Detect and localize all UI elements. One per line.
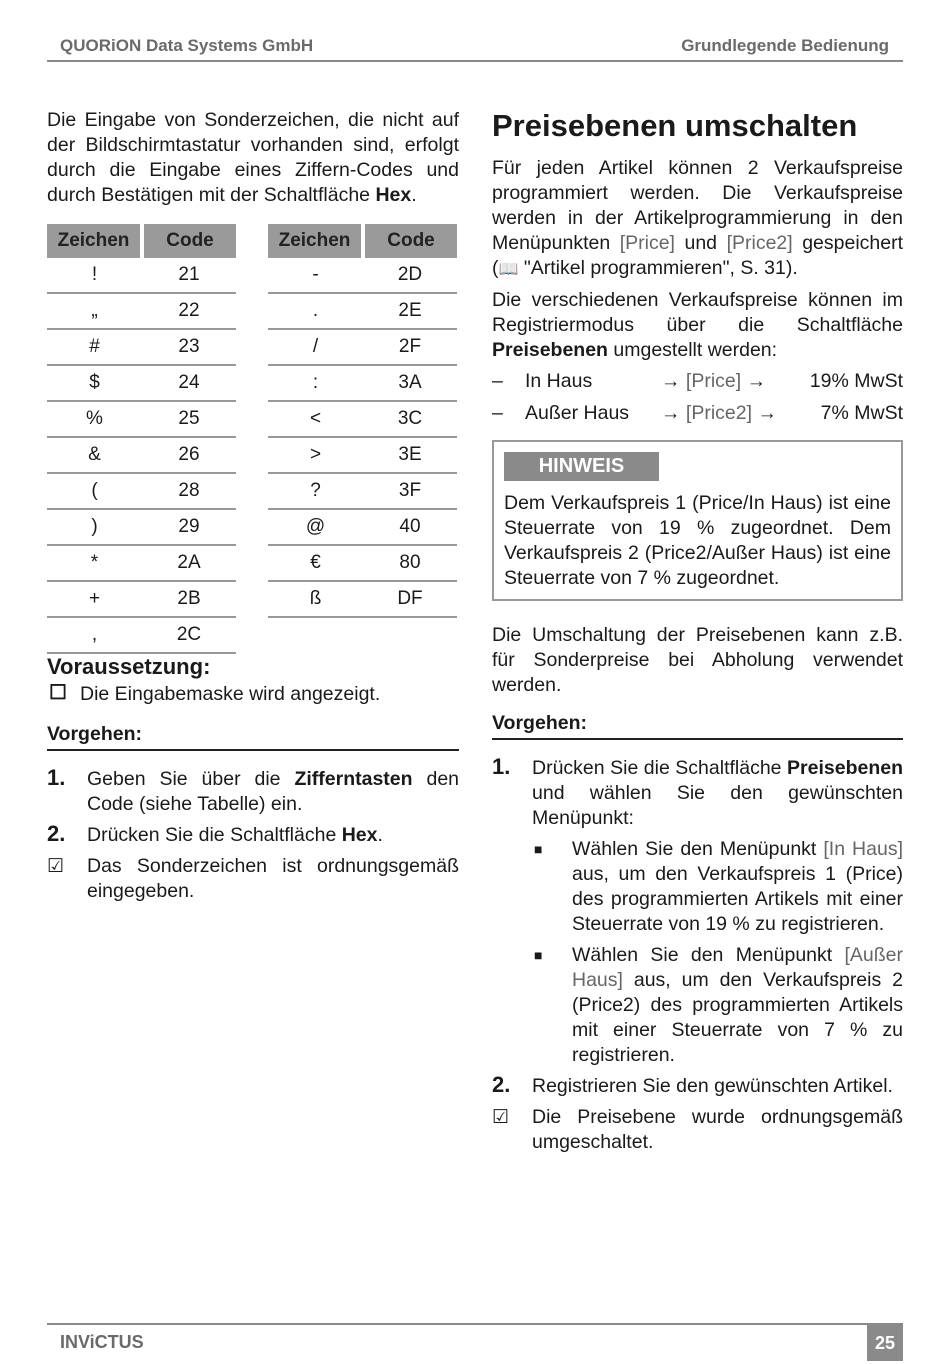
product-name: INViCTUS [60, 1332, 144, 1352]
cell-code: 25 [142, 401, 236, 437]
cell-zeichen: @ [268, 509, 363, 545]
cell-zeichen: , [47, 617, 142, 653]
cell-zeichen: ? [268, 473, 363, 509]
table-row [268, 365, 457, 401]
checkbox-icon: ☐ [49, 682, 67, 704]
cell-zeichen: $ [47, 365, 142, 401]
table-row [268, 473, 457, 509]
table-row [47, 329, 236, 365]
cell-code: 2E [363, 293, 457, 329]
code-table-2 [268, 224, 457, 618]
table-row [47, 581, 236, 617]
table-row [47, 545, 236, 581]
table-row [47, 617, 236, 653]
table-row [47, 509, 236, 545]
right-column [492, 108, 903, 1155]
col-header-zeichen: Zeichen [268, 224, 363, 258]
price-level-list [492, 369, 903, 426]
cell-zeichen: € [268, 545, 363, 581]
procedure-title: Vorgehen: [47, 723, 459, 751]
step-2: 2. Registrieren Sie den gewünschten Artikel. [492, 1072, 893, 1097]
cell-zeichen: . [268, 293, 363, 329]
table-row [47, 437, 236, 473]
cell-zeichen: / [268, 329, 363, 365]
cell-zeichen: - [268, 258, 363, 293]
note-text: Dem Verkaufspreis 1 (Price/In Haus) ist eine Steuerrate von 19 % zugeordnet. Dem Verkaufspreis 2 (Price2/Außer Haus) ist eine Steuerrate von 7 % zugeordnet. [504, 492, 891, 589]
section-title: Preisebenen umschalten [492, 108, 858, 143]
col-header-code: Code [363, 224, 457, 258]
prereq-item: ☐ Die Eingabemaske wird angezeigt. [49, 682, 381, 705]
table-row [268, 329, 457, 365]
note-label: HINWEIS [504, 452, 659, 481]
paragraph-1: Für jeden Artikel können 2 Verkaufspreise programmiert werden. Die Verkaufspreise werden in der Artikelprogrammierung in den Menüpunkten [Price] und [Price2] gespeichert (📖 "Artikel programmieren", S. 31). [492, 157, 904, 279]
company-name: QUORiON Data Systems GmbH [60, 36, 314, 55]
cell-zeichen: > [268, 437, 363, 473]
step-1: 1. Drücken Sie die Schaltfläche Preisebenen und wählen Sie den gewünschten Menüpunkt: [492, 754, 903, 829]
table-row [268, 509, 457, 545]
cell-zeichen: & [47, 437, 142, 473]
prereq-title: Voraussetzung: [47, 654, 211, 679]
cell-code: 40 [363, 509, 457, 545]
table-row [47, 401, 236, 437]
cell-code: 26 [142, 437, 236, 473]
chapter-title: Grundlegende Bedienung [681, 36, 889, 55]
paragraph-3: Die Umschaltung der Preisebenen kann z.B. für Sonderpreise bei Abholung verwendet werden. [492, 624, 903, 696]
checked-box-icon: ☑ [492, 1107, 510, 1128]
cell-code: 28 [142, 473, 236, 509]
cell-zeichen: + [47, 581, 142, 617]
cell-zeichen: # [47, 329, 142, 365]
cell-zeichen: : [268, 365, 363, 401]
col-header-zeichen: Zeichen [47, 224, 142, 258]
book-icon: 📖 [498, 261, 519, 278]
bullet-icon: ■ [534, 841, 543, 857]
cell-code: 21 [142, 258, 236, 293]
table-row [47, 293, 236, 329]
bullet-icon: ■ [534, 947, 543, 963]
table-row [268, 581, 457, 617]
page-header [47, 34, 903, 62]
note-box [492, 440, 903, 601]
table-row [268, 293, 457, 329]
table-row [268, 437, 457, 473]
cell-code: 24 [142, 365, 236, 401]
left-column [47, 108, 459, 904]
cell-zeichen: % [47, 401, 142, 437]
cell-code: 3E [363, 437, 457, 473]
procedure-title: Vorgehen: [492, 712, 903, 740]
cell-zeichen: * [47, 545, 142, 581]
table-row [47, 473, 236, 509]
code-table-1 [47, 224, 236, 654]
option-in-haus: ■ Wählen Sie den Menüpunkt [In Haus] aus, um den Verkaufspreis 1 (Price) des programmierten Artikels mit einer Steuerrate von 19 % zu registrieren. [534, 838, 903, 935]
cell-zeichen: ! [47, 258, 142, 293]
table-row [47, 258, 236, 293]
step-1: 1. Geben Sie über die Zifferntasten den Code (siehe Tabelle) ein. [47, 765, 460, 815]
cell-code: DF [363, 581, 457, 617]
cell-code: 3F [363, 473, 457, 509]
paragraph-2: Die verschiedenen Verkaufspreise können im Registriermodus über die Schaltfläche Preisebenen umgestellt werden: [492, 289, 903, 361]
checked-box-icon: ☑ [47, 856, 65, 877]
table-row [268, 401, 457, 437]
table-row [268, 545, 457, 581]
intro-paragraph: Die Eingabe von Sonderzeichen, die nicht auf der Bildschirmtastatur vorhanden sind, erfolgt durch die Eingabe eines Ziffern-Codes und durch Bestätigen mit der Schaltfläche Hex. [47, 109, 459, 206]
cell-code: 23 [142, 329, 236, 365]
cell-zeichen: ) [47, 509, 142, 545]
page-footer [47, 1323, 903, 1361]
result: ☑ Das Sonderzeichen ist ordnungsgemäß eingegeben. [47, 855, 459, 902]
step-1-options [492, 837, 903, 1068]
price-level-2: – Außer Haus → [Price2] → 7% MwSt [492, 402, 903, 424]
table-row [268, 258, 457, 293]
cell-code: 3A [363, 365, 457, 401]
cell-code: 29 [142, 509, 236, 545]
code-tables [47, 224, 459, 654]
step-2: 2. Drücken Sie die Schaltfläche Hex. [47, 821, 383, 846]
price-level-1: – In Haus → [Price] → 19% MwSt [492, 370, 903, 392]
col-header-code: Code [142, 224, 236, 258]
cell-code: 2C [142, 617, 236, 653]
cell-zeichen: ß [268, 581, 363, 617]
cell-zeichen: „ [47, 293, 142, 329]
cell-code: 2D [363, 258, 457, 293]
cell-code: 80 [363, 545, 457, 581]
cell-code: 2A [142, 545, 236, 581]
page-number: 25 [867, 1325, 903, 1361]
cell-code: 3C [363, 401, 457, 437]
cell-code: 2B [142, 581, 236, 617]
cell-code: 22 [142, 293, 236, 329]
table-row [47, 365, 236, 401]
cell-zeichen: < [268, 401, 363, 437]
cell-code: 2F [363, 329, 457, 365]
cell-zeichen: ( [47, 473, 142, 509]
option-ausser-haus: ■ Wählen Sie den Menüpunkt [Außer Haus] aus, um den Verkaufspreis 2 (Price2) des programmierten Artikels mit einer Steuerrate von 7 % zu registrieren. [534, 944, 903, 1066]
result: ☑ Die Preisebene wurde ordnungsgemäß umgeschaltet. [492, 1106, 903, 1153]
